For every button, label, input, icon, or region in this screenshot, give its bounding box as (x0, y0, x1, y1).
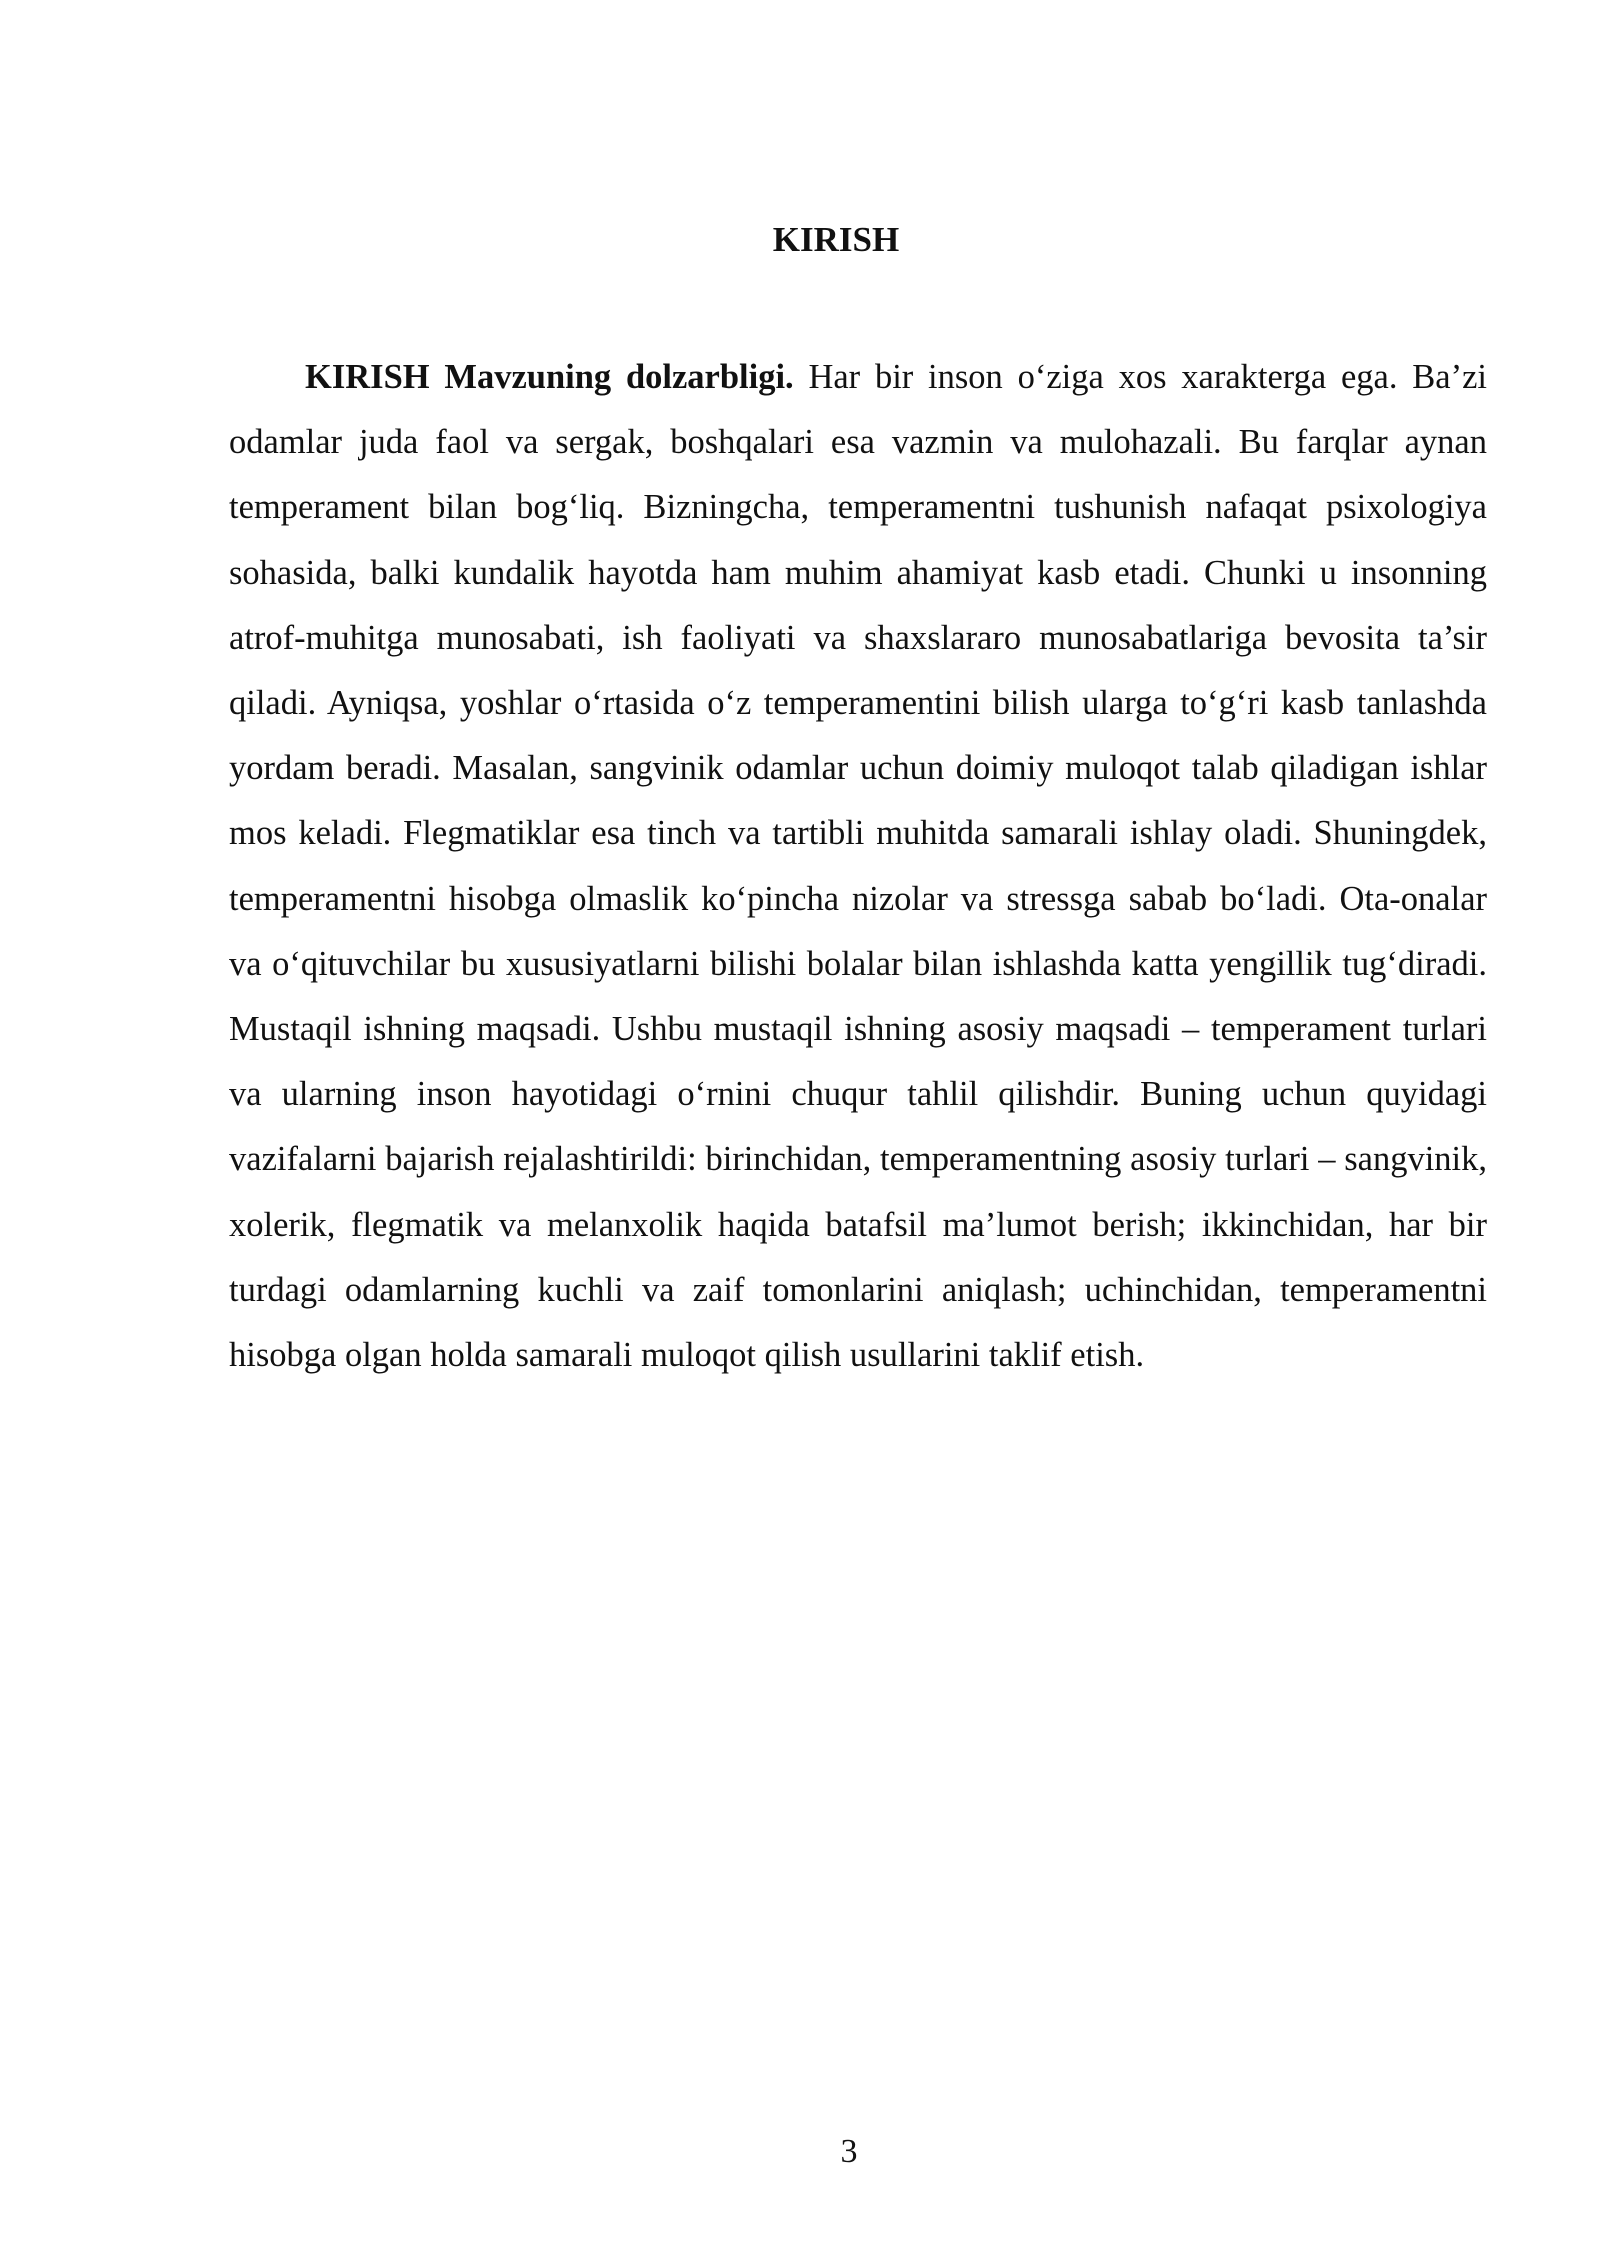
paragraph-text: Har bir inson o‘ziga xos xarakterga ega. Ba’zi odamlar juda faol va sergak, boshqalari esa vazmin va mulohazali. Bu farqlar aynan temperament bilan bog‘liq. Bizningcha, temperamentni tushunish nafaqat psixologiya sohasida, balki kundalik hayotda ham muhim ahamiyat kasb etadi. Chunki u insonning atrof-muhitga munosabati, ish faoliyati va shaxslararo munosabatlariga bevosita ta’sir qiladi. Ayniqsa, yoshlar o‘rtasida o‘z temperamentini bilish ularga to‘g‘ri kasb tanlashda yordam beradi. Masalan, sangvinik odamlar uchun doimiy muloqot talab qiladigan ishlar mos keladi. Flegmatiklar esa tinch va tartibli muhitda samarali ishlay oladi. Shuningdek, temperamentni hisobga olmaslik ko‘pincha nizolar va stressga sabab bo‘ladi. Ota-onalar va o‘qituvchilar bu xususiyatlarni bilishi bolalar bilan ishlashda katta yengillik tug‘diradi. Mustaqil ishning maqsadi. Ushbu mustaqil ishning asosiy maqsadi – temperament turlari va ularning inson hayotidagi o‘rnini chuqur tahlil qilishdir. Buning uchun quyidagi vazifalarni bajarish rejalashtirildi: birinchidan, temperamentning asosiy turlari – sangvinik, xolerik, flegmatik va melanxolik haqida batafsil ma’lumot berish; ikkinchidan, har bir turdagi odamlarning kuchli va zaif tomonlarini aniqlash; uchinchidan, temperamentni hisobga olgan holda samarali muloqot qilish usullarini taklif etish. (229, 358, 1487, 1375)
page-number: 3 (840, 2133, 858, 2170)
paragraph-bold-lead: KIRISH Mavzuning dolzarbligi. (305, 358, 794, 396)
page-title: KIRISH (772, 220, 900, 259)
body-paragraph (229, 345, 1487, 1388)
